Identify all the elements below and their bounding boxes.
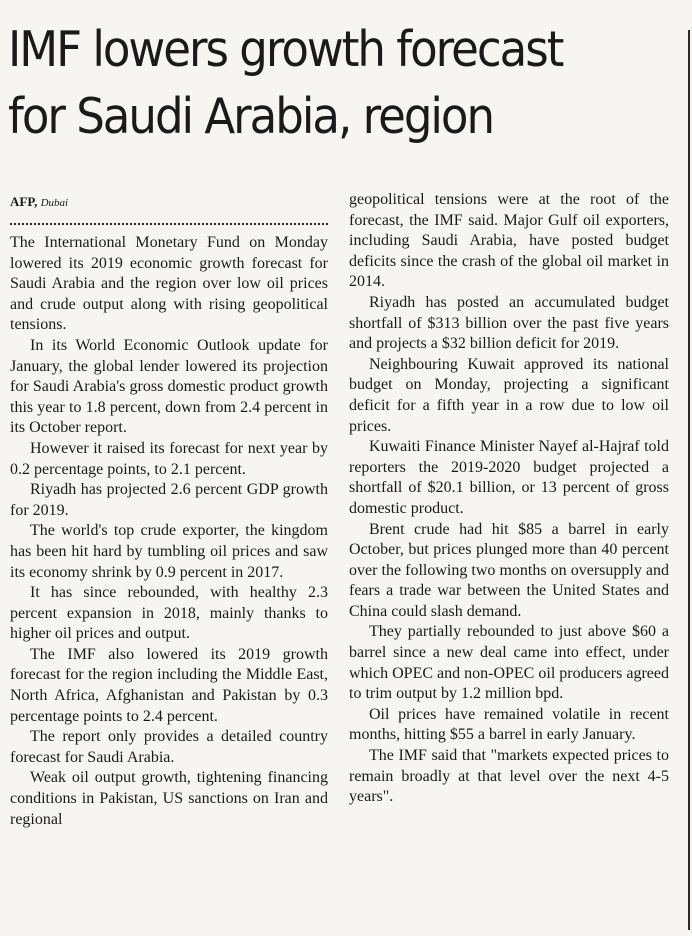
paragraph: Kuwaiti Finance Minister Nayef al-Hajraf told reporters the 2019-2020 budget projected a shortfall of $20.1 billion, or 13 percent of gross domestic product. <box>349 438 669 517</box>
agency-name: AFP, <box>10 194 38 209</box>
paragraph: The report only provides a detailed country forecast for Saudi Arabia. <box>10 728 328 766</box>
column-rule <box>688 30 690 930</box>
article-column-right <box>349 190 669 808</box>
paragraph: They partially rebounded to just above $60 a barrel since a new deal came into effect, under which OPEC and non-OPEC oil producers agreed to trim output by 1.2 million bpd. <box>349 623 669 703</box>
paragraph: The IMF said that "markets expected prices to remain broadly at that level over the next 4-5 years". <box>349 747 669 806</box>
paragraph: Brent crude had hit $85 a barrel in early October, but prices plunged more than 40 percent over the following two months on oversupply and fears a trade war between the United States and China could slash demand. <box>349 520 669 620</box>
paragraph: The world's top crude exporter, the kingdom has been hit hard by tumbling oil prices and saw its economy shrink by 0.9 percent in 2017. <box>10 522 328 581</box>
paragraph: geopolitical tensions were at the root of the forecast, the IMF said. Major Gulf oil exporters, including Saudi Arabia, have posted budget deficits since the crash of the global oil market in 2014. <box>349 191 669 291</box>
headline-line-1: IMF lowers growth forecast <box>8 21 563 78</box>
paragraph: It has since rebounded, with healthy 2.3 percent expansion in 2018, mainly thanks to higher oil prices and output. <box>10 584 328 643</box>
paragraph: Neighbouring Kuwait approved its national budget on Monday, projecting a significant deficit for a fifth year in a row due to low oil prices. <box>349 355 669 435</box>
paragraph: Oil prices have remained volatile in recent months, hitting $55 a barrel in early January. <box>349 705 669 744</box>
paragraph: Riyadh has posted an accumulated budget shortfall of $313 billion over the past five years and projects a $32 billion deficit for 2019. <box>349 293 669 353</box>
article-column-left <box>10 192 328 830</box>
paragraph: The IMF also lowered its 2019 growth forecast for the region including the Middle East, North Africa, Afghanistan and Pakistan by 0.3 percentage points to 2.4 percent. <box>10 645 328 725</box>
dotted-divider <box>10 223 328 225</box>
paragraph: In its World Economic Outlook update for January, the global lender lowered its projection for Saudi Arabia's gross domestic product growth this year to 1.8 percent, down from 2.4 percent in its October report. <box>10 336 328 437</box>
dateline <box>10 192 328 213</box>
headline <box>8 16 624 150</box>
headline-line-2: for Saudi Arabia, region <box>8 88 494 145</box>
paragraph: Riyadh has projected 2.6 percent GDP growth for 2019. <box>10 481 328 519</box>
paragraph: Weak oil output growth, tightening financing conditions in Pakistan, US sanctions on Iran and regional <box>10 769 328 828</box>
dateline-city: Dubai <box>40 197 69 209</box>
paragraph: The International Monetary Fund on Monday lowered its 2019 economic growth forecast for Saudi Arabia and the region over low oil prices and crude output along with rising geopolitical tensions. <box>10 234 328 334</box>
paragraph: However it raised its forecast for next year by 0.2 percentage points, to 2.1 percent. <box>10 439 328 478</box>
